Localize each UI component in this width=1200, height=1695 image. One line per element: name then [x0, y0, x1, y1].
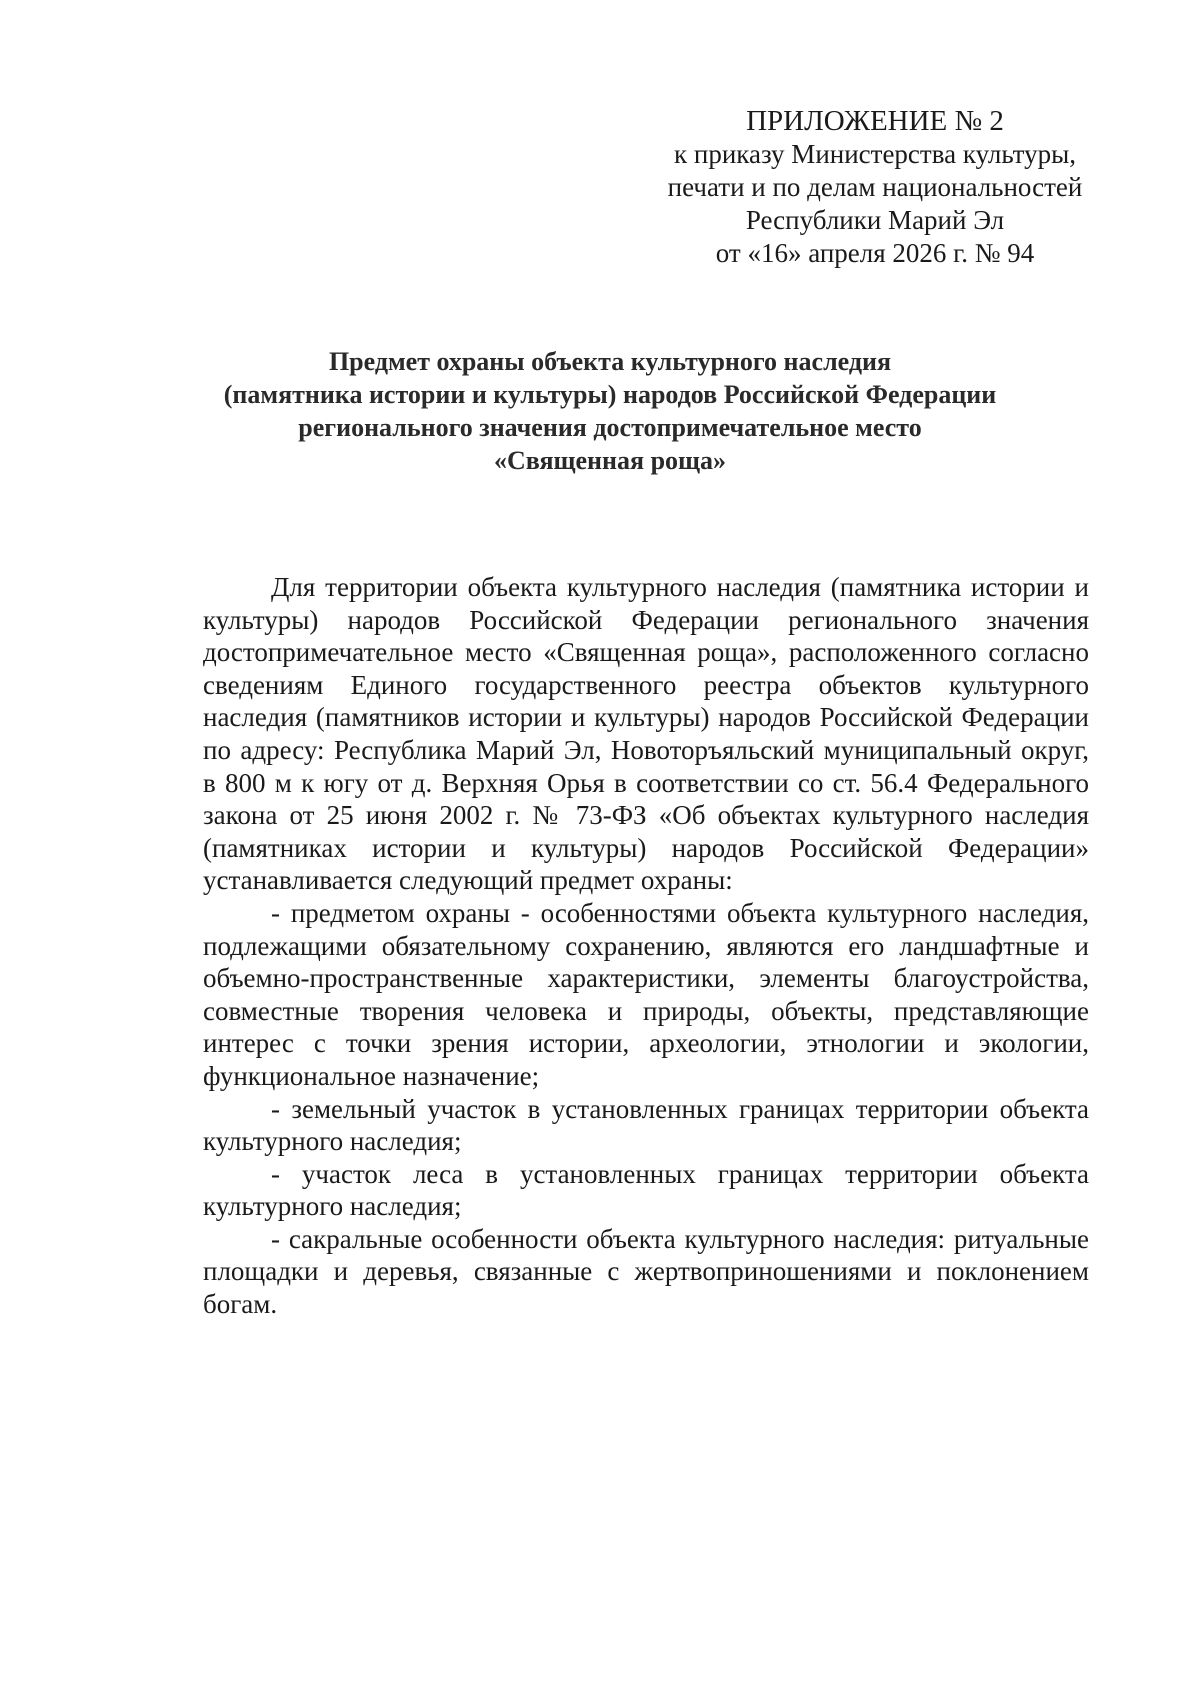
appendix-date-line: от «16» апреля 2026 г. № 94	[715, 238, 1035, 268]
list-item: - участок леса в установленных границах территории объекта культурного наследия;	[203, 1158, 1089, 1222]
document-body	[203, 571, 1089, 1321]
heading-line: (памятника истории и культуры) народов Российской Федерации	[223, 380, 997, 409]
appendix-title: ПРИЛОЖЕНИЕ № 2	[746, 105, 1004, 137]
appendix-line: Республики Марий Эл	[745, 205, 1005, 235]
appendix-line: к приказу Министерства культуры,	[674, 139, 1076, 169]
list-item: - сакральные особенности объекта культурного наследия: ритуальные площадки и деревья, связанные с жертвоприношениями и поклонением богам.	[203, 1223, 1089, 1320]
heading-line: регионального значения достопримечательное место	[298, 413, 922, 442]
appendix-block	[640, 105, 1110, 270]
list-item: - предметом охраны - особенностями объекта культурного наследия, подлежащими обязательному сохранению, являются его ландшафтные и объемно-пространственные характеристики, элементы благоустройства, совместные творения человека и природы, объекты, представляющие интерес с точки зрения истории, археологии, этнологии и экологии, функциональное назначение;	[203, 897, 1089, 1091]
heading-line: Предмет охраны объекта культурного наследия	[328, 347, 892, 376]
heading-line: «Священная роща»	[494, 446, 726, 475]
appendix-line: печати и по делам национальностей	[667, 172, 1083, 202]
document-heading	[140, 345, 1080, 477]
list-item: - земельный участок в установленных границах территории объекта культурного наследия;	[203, 1093, 1089, 1157]
body-paragraph: Для территории объекта культурного наследия (памятника истории и культуры) народов Российской Федерации регионального значения достопримечательное место «Священная роща», расположенного согласно сведениям Единого государственного реестра объектов культурного наследия (памятников истории и культуры) народов Российской Федерации по адресу: Республика Марий Эл, Новоторъяльский муниципальный округ, в 800 м к югу от д. Верхняя Орья в соответствии со ст. 56.4 Федерального закона от 25 июня 2002 г. № 73-ФЗ «Об объектах культурного наследия (памятниках истории и культуры) народов Российской Федерации» устанавливается следующий предмет охраны:	[203, 572, 1089, 896]
